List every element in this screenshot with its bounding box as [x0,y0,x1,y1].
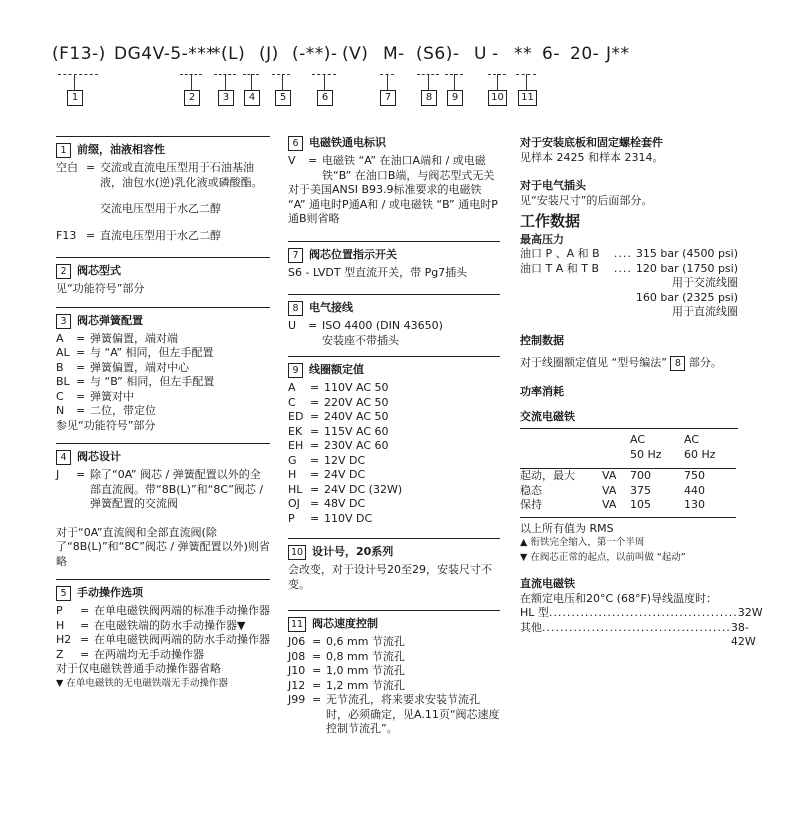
list-item: 空白 = 交流或直流电压型用于石油基油液，油包水(逆)乳化液或磷酸酯。 [56,161,263,189]
code-connector [74,74,75,90]
list-item: N = 二位，带定位 [56,404,156,417]
column-middle [288,128,500,737]
list-item: C = 220V AC 50 [288,395,389,409]
section-divider [56,307,270,308]
section-10-title: 10 设计号，20系列 [288,545,500,560]
code-seg-spring: *(L) [212,44,246,64]
code-connector [282,74,283,90]
list-item: H = 24V DC [288,468,366,481]
code-seg-u: U [474,44,487,64]
pressure-t-note-dc: 用于直流线圈 [672,305,738,318]
list-item: H2 = 在单电磁铁阀两端的防水手动操作器 [56,633,270,646]
section-divider [56,579,270,580]
dc-text: 在额定电压和20°C (68°F)导线温度时： [520,591,718,605]
pressure-title: 最高压力 [520,232,564,246]
section-num: 1 [56,143,71,158]
code-seg-dash: - [492,44,499,64]
code-connector [387,74,388,90]
section-5-title: 5 手动操作选项 [56,586,270,601]
code-num-7: 7 [380,90,396,106]
plug-text: 见“安装尺寸”的后面部分。 [520,193,653,207]
list-item: A = 110V AC 50 [288,381,389,394]
section-7-text: S6 - LVDT 型直流开关，带 Pg7插头 [288,265,468,279]
column-left [56,128,270,691]
triangle-note-1: ▲ 衔铁完全缩入，第一个半周 [520,537,645,548]
list-item: EH = 230V AC 60 [288,439,389,452]
bolt-kit-text: 见样本 2425 和样本 2314。 [520,150,664,164]
code-connector [526,74,527,90]
code-seg-base: DG4V-5-*** [114,44,216,64]
list-item: U = ISO 4400 (DIN 43650) [288,319,443,332]
list-item: A = 弹簧偏置，端对端 [56,331,178,345]
pressure-p: 油口 P 、A 和 B .... 315 bar (4500 psi) [520,247,738,260]
code-seg-20: 20- [570,44,600,64]
pressure-t-note-ac: 用于交流线圈 [672,276,738,289]
list-item: ED = 240V AC 50 [288,410,389,423]
list-item: J99 = 无节流孔，将来要求安装节流孔时，必须确定，见A.11页“阀芯速度控制节流孔”。 [288,693,500,735]
code-seg-design: (J) [259,44,279,64]
list-item: J12 = 1,2 mm 节流孔 [288,678,405,692]
code-connector [225,74,226,90]
list-item: C = 弹簧对中 [56,389,134,403]
list-item: HL = 24V DC (32W) [288,482,403,496]
code-connector [428,74,429,90]
list-item: G = 12V DC [288,453,366,467]
section-9-title: 9 线圈额定值 [288,363,500,378]
control-title: 控制数据 [520,333,564,347]
code-num-3: 3 [218,90,234,106]
section-5-note: 对于仅电磁铁普通手动操作器省略 [56,662,221,675]
table-divider [520,428,738,429]
section-6-title: 6 电磁铁通电标识 [288,136,500,151]
list-item: J08 = 0,8 mm 节流孔 [288,649,405,663]
code-num-10: 10 [488,90,507,106]
code-connector [454,74,455,90]
section-2-text: 见“功能符号”部分 [56,282,145,295]
power-title: 功率消耗 [520,385,564,398]
code-seg-energize: (V) [342,44,369,64]
bolt-kit-title: 对于安装底板和固定螺栓套件 [520,136,663,149]
code-num-8: 8 [421,90,437,106]
list-item: B = 弹簧偏置，端对中心 [56,360,189,374]
code-seg-manual: (-**)- [292,44,338,64]
list-item: H = 在电磁铁端的防水手动操作器▼ [56,618,246,632]
code-underline [58,74,98,75]
section-5-footnote: ▼ 在单电磁铁的无电磁铁端无手动操作器 [56,677,228,689]
plug-title: 对于电气插头 [520,179,586,192]
list-item: P = 110V DC [288,511,373,525]
dc-other: 其他 .......................................... 38-42W [520,620,756,648]
section-divider [56,443,270,444]
control-ref-box: 8 [670,356,685,371]
list-item: J06 = 0,6 mm 节流孔 [288,635,405,648]
table-row: 稳态 VA 375 440 [520,483,705,497]
code-seg-m: M- [383,44,405,64]
code-seg-switch: (S6)- [416,44,460,64]
pressure-t-value-dc: 160 bar (2325 psi) [635,290,738,304]
section-11-title: 11 阀芯速度控制 [288,617,500,632]
code-seg-prefix: (F13-) [52,44,106,64]
dc-solenoid-title: 直流电磁铁 [520,577,575,590]
section-divider [56,257,270,258]
section-divider [288,538,500,539]
section-3-title: 3 阀芯弹簧配置 [56,314,270,329]
list-item: BL = 与 “B” 相同，但左手配置 [56,375,215,388]
section-2-title: 2 阀芯型式 [56,264,270,279]
list-item: AL = 与 “A” 相同，但左手配置 [56,346,214,359]
list-item: J = 除了“0A” 阀芯 / 弹簧配置以外的全部直流阀。带“8B(L)”和“8C”阀芯 / 弹簧配置的交流阀 [56,468,264,510]
section-4-title: 4 阀芯设计 [56,450,270,465]
list-item: OJ = 48V DC [288,497,366,510]
code-num-9: 9 [447,90,463,106]
list-item: EK = 115V AC 60 [288,424,389,438]
list-item: Z = 在两端均无手动操作器 [56,647,204,661]
table-row: 起动，最大 VA 700 750 [520,469,705,482]
section-6-note: 对于美国ANSI B93.9标准要求的电磁铁 “A” 通电时P通A和 / 或电磁铁 “B” 通电时P通B则省略 [288,183,498,225]
pressure-t: 油口 T A 和 T B .... 120 bar (1750 psi) [520,261,738,275]
table-row: 保持 VA 105 130 [520,498,705,511]
rms-note: 以上所有值为 RMS [520,521,614,535]
code-connector [191,74,192,90]
code-connector [497,74,498,90]
table-header-row: 50 Hz 60 Hz [630,447,716,461]
section-divider [288,356,500,357]
section-divider [56,136,270,137]
code-seg-speed: J** [606,44,630,64]
code-num-4: 4 [244,90,260,106]
control-text: 对于线圈额定值见 “型号编法” 8 部分。 [520,356,722,369]
table-header-row: AC AC [630,433,700,446]
code-seg-6: 6- [542,44,560,64]
list-item: F13 = 直流电压型用于水乙二醇 [56,228,221,242]
section-8-title: 8 电气接线 [288,301,500,316]
column-right [520,136,763,650]
section-divider [288,610,500,611]
section-divider [288,294,500,295]
code-underline [272,74,290,75]
list-item: P = 在单电磁铁阀两端的标准手动操作器 [56,604,270,617]
code-num-1: 1 [67,90,83,106]
section-divider [288,241,500,242]
code-num-6: 6 [317,90,333,106]
code-connector [251,74,252,90]
code-num-2: 2 [184,90,200,106]
section-7-title: 7 阀芯位置指示开关 [288,248,500,263]
list-item: 交流电压型用于水乙二醇 [100,202,221,215]
work-data-title: 工作数据 [520,212,581,230]
section-10-text: 会改变，对于设计号20至29，安装尺寸不变。 [288,563,492,591]
ac-solenoid-title: 交流电磁铁 [520,409,575,423]
section-8-sub: 安装座不带插头 [322,333,399,347]
section-3-note: 参见“功能符号”部分 [56,418,156,432]
list-item: V = 电磁铁 “A” 在油口A端和 / 或电磁铁“B” 在油口B端，与阀芯型式无关 [288,154,495,182]
power-table [520,433,736,518]
code-num-11: 11 [518,90,537,106]
code-seg-coil: ** [514,44,532,64]
section-4-note: 对于“0A”直流阀和全部直流阀(除了“8B(L)”和“8C”阀芯 / 弹簧配置以外)则省略 [56,525,270,568]
dc-hl: HL 型 .......................................... 32W [520,606,763,619]
section-1-title: 1 前缀，油液相容性 [56,143,270,158]
code-num-5: 5 [275,90,291,106]
list-item: J10 = 1,0 mm 节流孔 [288,664,405,677]
code-connector [324,74,325,90]
triangle-note-2: ▼ 在阀芯正常的起点，以前叫做 “起动” [520,551,686,563]
